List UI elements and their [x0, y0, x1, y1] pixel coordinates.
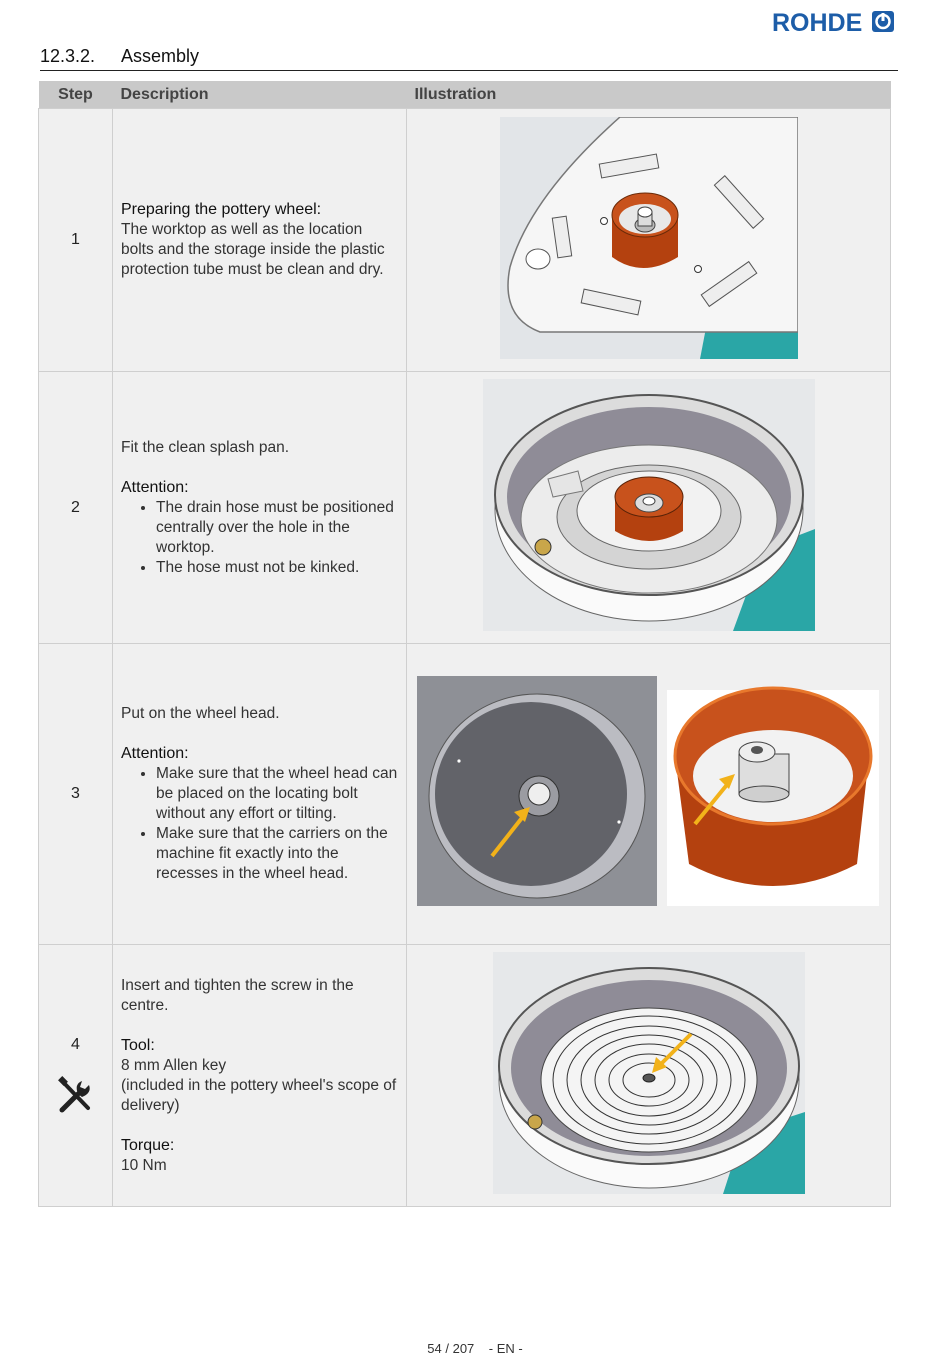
list-item: • The hose must not be kinked.: [156, 558, 398, 578]
step-illustration: [407, 109, 891, 372]
step-description: [113, 372, 407, 644]
step-number: 1: [39, 109, 113, 372]
step-number: 3: [39, 644, 113, 945]
attention-list: [121, 764, 398, 884]
attention-label: Attention:: [121, 745, 189, 762]
section-heading: [40, 44, 898, 71]
step-title: Preparing the pottery wheel:: [121, 201, 322, 218]
table-row: [39, 109, 891, 372]
screw-tightening-illustration: [493, 952, 805, 1194]
attention-list: [121, 498, 398, 578]
section-title: Assembly: [121, 46, 200, 66]
step-text: The worktop as well as the location bolts and the storage inside the plastic protection tube must be clean and dry.: [121, 221, 385, 278]
step-description: [113, 945, 407, 1207]
rohde-logo: [772, 6, 896, 36]
torque-label: Torque:: [121, 1136, 175, 1154]
list-item: • Make sure that the wheel head can be placed on the locating bolt without any effort or tilting.: [156, 764, 398, 824]
step-number: 2: [39, 372, 113, 644]
step-illustration: [407, 945, 891, 1207]
step-illustration: [407, 372, 891, 644]
brand-text: ROHDE: [772, 9, 863, 36]
step-number: 4: [71, 1035, 80, 1053]
header-description: Description: [113, 81, 407, 109]
language-label: - EN -: [488, 1341, 523, 1356]
wheel-head-illustration: [417, 676, 881, 908]
table-header-row: [39, 81, 891, 109]
step-text: Put on the wheel head.: [121, 705, 280, 722]
step-text: Fit the clean splash pan.: [121, 438, 290, 456]
header-illustration: Illustration: [407, 81, 891, 109]
step-description: [113, 109, 407, 372]
header-step: Step: [39, 81, 113, 109]
torque-value: 10 Nm: [121, 1156, 167, 1174]
wrench-screwdriver-icon: [56, 1076, 96, 1116]
table-row: [39, 945, 891, 1207]
attention-label: Attention:: [121, 478, 189, 496]
tool-label: Tool:: [121, 1036, 155, 1054]
tool-value: 8 mm Allen key: [121, 1056, 227, 1074]
step-illustration: [407, 644, 891, 945]
assembly-steps-table: [38, 81, 891, 1207]
page-number: 54 / 207: [427, 1341, 475, 1356]
list-item: • Make sure that the carriers on the machine fit exactly into the recesses in the wheel head.: [156, 824, 398, 884]
step-cell: [39, 945, 113, 1207]
page-footer: [0, 1341, 950, 1356]
step-description: [113, 644, 407, 945]
table-row: [39, 372, 891, 644]
section-number: 12.3.2.: [40, 46, 96, 66]
list-item: • The drain hose must be positioned centrally over the hole in the worktop.: [156, 498, 398, 558]
splash-pan-illustration: [483, 379, 815, 631]
step-text: Insert and tighten the screw in the centre.: [121, 976, 354, 1014]
tool-note: (included in the pottery wheel's scope of delivery): [121, 1076, 397, 1114]
table-row: [39, 644, 891, 945]
worktop-illustration: [500, 117, 798, 359]
